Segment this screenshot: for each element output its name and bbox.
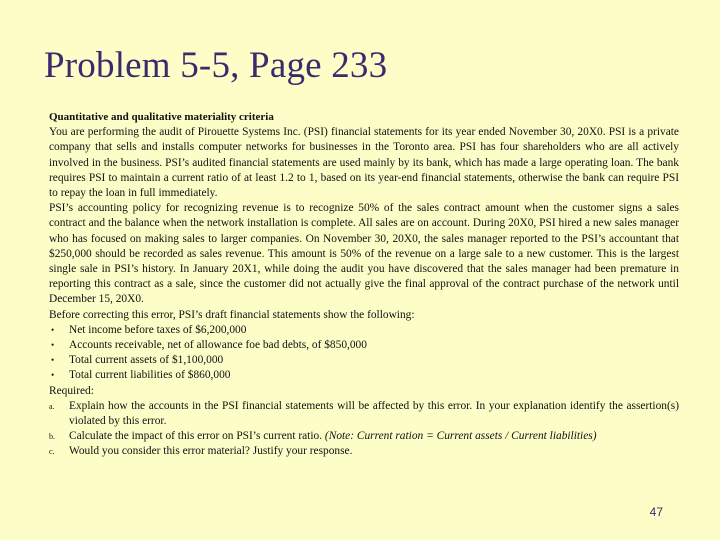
list-item-text: Net income before taxes of $6,200,000: [69, 323, 247, 336]
bullet-icon: •: [51, 370, 55, 381]
requirement-note: (Note: Current ration = Current assets / Current liabilities): [324, 430, 597, 443]
list-item-text: Total current liabilities of $860,000: [69, 369, 231, 382]
bullet-icon: •: [51, 340, 55, 351]
bullet-icon: •: [51, 324, 55, 335]
bullet-icon: •: [51, 355, 55, 366]
requirement-c: [49, 444, 679, 459]
list-item-text: Accounts receivable, net of allowance foe bad debts, of $850,000: [69, 339, 367, 352]
requirement-a: [49, 399, 679, 429]
slide-title: Problem 5-5, Page 233: [44, 45, 388, 86]
requirement-text: Would you consider this error material? Justify your response.: [69, 445, 353, 458]
page-number: 47: [649, 505, 663, 519]
list-item-text: Total current assets of $1,100,000: [69, 354, 224, 367]
required-label: Required:: [49, 384, 94, 397]
requirement-text: Explain how the accounts in the PSI financial statements will be affected by this error. In your explanation identify the assertion(s) violated by this error.: [69, 399, 679, 428]
problem-text: [49, 110, 679, 460]
list-item: [49, 353, 679, 368]
case-paragraph-3: Before correcting this error, PSI’s draft financial statements show the following:: [49, 308, 415, 321]
list-item: [49, 338, 679, 353]
requirement-letter: a.: [49, 401, 55, 411]
list-item: [49, 323, 679, 338]
list-item: [49, 368, 679, 383]
requirement-letter: b.: [49, 432, 55, 442]
requirement-text: Calculate the impact of this error on PSI’s current ratio.: [69, 430, 323, 443]
case-paragraph-1: You are performing the audit of Pirouette Systems Inc. (PSI) financial statements for its year ended November 30, 20X0. PSI is a private company that sells and installs computer networks for businesses in the Toronto area. PSI has four shareholders who are all actively involved in the business. PSI’s audited financial statements are used mainly by its bank, which has made a large operating loan. The bank requires PSI to maintain a current ratio of at least 1.2 to 1, based on its year-end financial statements, otherwise the bank can require PSI to repay the loan in full immediately.: [49, 126, 679, 200]
requirements-list: [49, 399, 679, 460]
problem-heading: Quantitative and qualitative materiality criteria: [49, 111, 274, 123]
financial-figures-list: [49, 323, 679, 384]
requirement-letter: c.: [49, 447, 55, 457]
requirement-b: [49, 429, 679, 444]
case-paragraph-2: PSI’s accounting policy for recognizing revenue is to recognize 50% of the sales contract amount when the customer signs a sales contract and the balance when the network installation is complete. All sales are on account. During 20X0, PSI hired a new sales manager who has focused on making sales to larger companies. On November 30, 20X0, the sales manager reported to the PSI’s accountant that $250,000 should be recorded as sales revenue. This amount is 50% of the revenue on a large sale to a new customer. This is the largest single sale in PSI’s history. In January 20X1, while doing the audit you have discovered that the sales manager had been premature in reporting this contract as a sale, since the customer did not actually give the final approval of the contract purchase of the network until December 15, 20X0.: [49, 202, 679, 306]
